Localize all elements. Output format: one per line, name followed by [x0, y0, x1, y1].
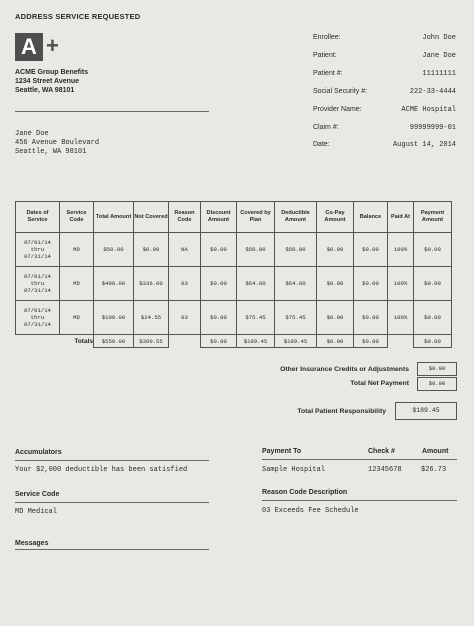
company-logo: A — [15, 33, 43, 61]
table-cell: $0.00 — [201, 233, 237, 267]
payment-divider — [262, 459, 457, 460]
accumulators-divider — [15, 460, 209, 461]
column-header: Payment Amount — [414, 202, 452, 233]
payment-to-title: Payment To — [262, 448, 302, 455]
recipient-city: Seattle, WA 98101 — [15, 148, 87, 156]
info-value: Jane Doe — [422, 52, 456, 60]
recipient-address — [15, 130, 99, 157]
logo-plus: + — [46, 33, 59, 58]
info-label: Patient #: — [313, 70, 343, 77]
column-header: Paid At — [388, 202, 414, 233]
table-cell: $0.00 — [201, 267, 237, 301]
table-cell: 07/01/14 thru 07/31/14 — [16, 301, 60, 335]
table-cell: $0.00 — [354, 301, 388, 335]
info-value: ACME Hospital — [401, 106, 456, 114]
totals-blank — [169, 335, 201, 348]
info-value: 99999999-01 — [409, 124, 456, 132]
column-header: Not Covered — [134, 202, 169, 233]
messages-divider — [15, 549, 209, 550]
check-number: 12345678 — [368, 466, 402, 474]
table-cell: $50.00 — [275, 233, 317, 267]
reason-code-text: 03 Exceeds Fee Schedule — [262, 507, 359, 515]
column-header: Balance — [354, 202, 388, 233]
table-cell: $64.00 — [237, 267, 275, 301]
table-cell: $0.00 — [201, 301, 237, 335]
table-header-row — [16, 202, 452, 233]
table-cell: $0.00 — [414, 301, 452, 335]
accumulators-text: Your $2,000 deductible has been satisfied — [15, 466, 188, 474]
totals-blank — [388, 335, 414, 348]
info-value: John Doe — [422, 34, 456, 42]
info-claim — [313, 124, 456, 136]
other-credits-value: $0.00 — [417, 362, 457, 376]
table-cell: $400.00 — [94, 267, 134, 301]
table-row — [16, 267, 452, 301]
info-patient-number — [313, 70, 456, 82]
info-label: Enrollee: — [313, 34, 341, 41]
table-cell: $50.00 — [94, 233, 134, 267]
column-header: Discount Amount — [201, 202, 237, 233]
company-city: Seattle, WA 98101 — [15, 87, 75, 94]
totals-total-amount: $550.00 — [94, 335, 134, 348]
column-header: Reason Code — [169, 202, 201, 233]
table-cell: 07/01/14 thru 07/31/14 — [16, 267, 60, 301]
table-cell: $64.00 — [275, 267, 317, 301]
table-cell: 100% — [388, 267, 414, 301]
table-cell: $75.45 — [237, 301, 275, 335]
company-street: 1234 Street Avenue — [15, 78, 80, 85]
recipient-street: 456 Avenue Boulevard — [15, 139, 100, 147]
table-cell: MD — [60, 267, 94, 301]
table-cell: 03 — [169, 301, 201, 335]
claims-table — [15, 201, 452, 348]
info-label: Provider Name: — [313, 106, 362, 113]
info-label: Social Security #: — [313, 88, 368, 95]
document-header: ADDRESS SERVICE REQUESTED — [15, 12, 141, 21]
table-cell: $0.00 — [317, 267, 354, 301]
info-value: 11111111 — [422, 70, 456, 78]
check-number-title: Check # — [368, 448, 395, 455]
totals-row — [16, 335, 452, 348]
table-cell: $0.00 — [317, 301, 354, 335]
column-header: Covered by Plan — [237, 202, 275, 233]
table-cell: NA — [169, 233, 201, 267]
totals-discount: $0.00 — [201, 335, 237, 348]
payee-name: Sample Hospital — [262, 466, 326, 474]
table-row — [16, 233, 452, 267]
table-cell: MD — [60, 301, 94, 335]
info-ssn — [313, 88, 456, 100]
service-code-text: MD Medical — [15, 508, 58, 516]
table-cell: 07/01/14 thru 07/31/14 — [16, 233, 60, 267]
table-cell: 03 — [169, 267, 201, 301]
table-cell: $0.00 — [414, 267, 452, 301]
totals-not-covered: $360.55 — [134, 335, 169, 348]
table-cell: 100% — [388, 233, 414, 267]
responsibility-value: $189.45 — [395, 402, 457, 420]
company-name: ACME Group Benefits — [15, 69, 89, 76]
table-cell: $75.45 — [275, 301, 317, 335]
table-cell: $24.55 — [134, 301, 169, 335]
column-header: Service Code — [60, 202, 94, 233]
info-label: Claim #: — [313, 124, 339, 131]
table-cell: $0.00 — [354, 267, 388, 301]
accumulators-title: Accumulators — [15, 449, 62, 456]
column-header: Co-Pay Amount — [317, 202, 354, 233]
table-cell: $50.00 — [237, 233, 275, 267]
totals-copay: $0.00 — [317, 335, 354, 348]
table-cell: $336.00 — [134, 267, 169, 301]
info-value: August 14, 2014 — [392, 141, 456, 149]
table-cell: $0.00 — [354, 233, 388, 267]
table-cell: MD — [60, 233, 94, 267]
responsibility-label: Total Patient Responsibility — [297, 408, 386, 415]
info-label: Date: — [313, 141, 330, 148]
table-row — [16, 301, 452, 335]
table-cell: 100% — [388, 301, 414, 335]
reason-code-title: Reason Code Description — [262, 489, 348, 496]
recipient-name: Jane Doe — [15, 130, 49, 138]
totals-payment: $0.00 — [414, 335, 452, 348]
table-cell: $0.00 — [134, 233, 169, 267]
address-divider — [15, 111, 209, 112]
payment-amount: $26.73 — [421, 466, 447, 474]
totals-balance: $0.00 — [354, 335, 388, 348]
totals-deductible: $189.45 — [275, 335, 317, 348]
column-header: Dates of Service — [16, 202, 60, 233]
other-credits-label: Other Insurance Credits or Adjustments — [280, 366, 409, 373]
info-patient — [313, 52, 456, 64]
service-code-title: Service Code — [15, 491, 60, 498]
info-value: 222-33-4444 — [409, 88, 456, 96]
info-enrollee — [313, 34, 456, 46]
totals-label: Totals — [74, 337, 93, 345]
column-header: Total Amount — [94, 202, 134, 233]
info-date — [313, 141, 456, 153]
amount-title: Amount — [422, 448, 449, 455]
totals-covered: $189.45 — [237, 335, 275, 348]
net-payment-value: $0.00 — [417, 377, 457, 391]
table-cell: $0.00 — [317, 233, 354, 267]
company-address — [15, 68, 88, 95]
table-cell: $0.00 — [414, 233, 452, 267]
reason-code-divider — [262, 500, 457, 501]
info-label: Patient: — [313, 52, 337, 59]
net-payment-label: Total Net Payment — [350, 380, 409, 387]
service-code-divider — [15, 502, 209, 503]
column-header: Deductible Amount — [275, 202, 317, 233]
table-cell: $100.00 — [94, 301, 134, 335]
messages-title: Messages — [15, 540, 49, 547]
info-provider — [313, 106, 456, 118]
